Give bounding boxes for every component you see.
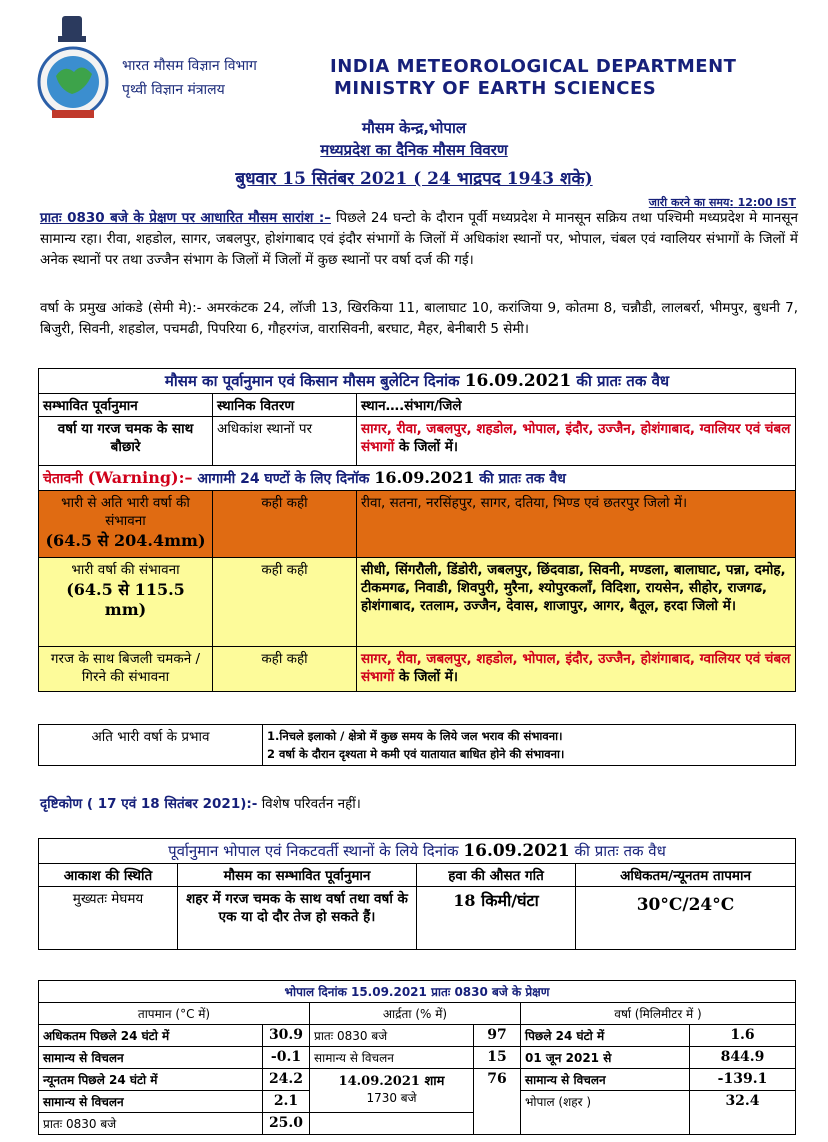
warning-row-3-places-red: सागर, रीवा, जबलपुर, शहडोल, भोपाल, इंदौर, उज्जैन, होशंगाबाद, ग्वालियर एवं चंबल संभागों [361, 651, 791, 685]
warning-row-3-dist: कही कही [213, 647, 357, 692]
obs-empty-cell [310, 1113, 474, 1135]
obs-h-rain: वर्षा (मिलिमीटर में ) [521, 1003, 796, 1025]
obs-h1-value: 15 [474, 1047, 521, 1069]
warning-row-2-type [39, 558, 213, 647]
hindi-org-block [122, 54, 257, 102]
weather-summary [40, 208, 798, 271]
impact-line-2: 2 वर्षा के दौरान दृश्यता मे कमी एवं यातायात बाधित होने की संभावना। [267, 747, 565, 761]
obs-t2-label: न्यूनतम पिछले 24 घंटो में [39, 1069, 263, 1091]
obs-r1-label: 01 जून 2021 से [521, 1047, 690, 1069]
col-forecast: सम्भावित पूर्वानुमान [39, 394, 213, 417]
obs-h0-value: 97 [474, 1025, 521, 1047]
warning-row-3-type: गरज के साथ बिजली चमकने / गिरने की संभावना [39, 647, 213, 692]
forecast-places-end: के जिलों में। [398, 439, 459, 455]
warning-date: 16.09.2021 [374, 468, 475, 487]
warning-row-2-dist: कही कही [213, 558, 357, 647]
impact-line-1: 1.निचले इलाको / क्षेत्रो में कुछ समय के लिये जल भराव की संभावना। [267, 729, 563, 743]
summary-heading: प्रातः 0830 बजे के प्रेक्षण पर आधारित मौसम सारांश :– [40, 210, 331, 226]
bhopal-fc-sky: मुख्यतः मेघमय [39, 887, 178, 950]
report-title: मध्यप्रदेश का दैनिक मौसम विवरण [320, 141, 508, 159]
warning-label-en: (Warning):– [87, 468, 193, 487]
obs-h-hum: आर्द्रता (% में) [310, 1003, 521, 1025]
bhopal-fc-wind: 18 किमी/घंटा [417, 887, 576, 950]
warning-row-1-type-text: भारी से अति भारी वर्षा की संभावना [61, 495, 190, 529]
warning-title [39, 466, 796, 491]
warning-text-post: की प्रातः तक वैध [479, 471, 566, 487]
warning-row-1-range: (64.5 से 204.4mm) [45, 531, 206, 550]
bhopal-forecast-table [38, 838, 796, 950]
obs-t4-label: प्रातः 0830 बजे [39, 1113, 263, 1135]
eng-ministry-name: MINISTRY OF EARTH SCIENCES [334, 78, 657, 99]
outlook [40, 794, 361, 812]
obs-t3-value: 2.1 [263, 1091, 310, 1113]
impact-table [38, 724, 796, 766]
obs-r2-value: -139.1 [690, 1069, 796, 1091]
centre-name: मौसम केन्द्र,भोपाल [361, 119, 466, 137]
forecast-table [38, 368, 796, 692]
bhopal-fc-h-wind: हवा की औसत गति [417, 864, 576, 887]
obs-t1-label: सामान्य से विचलन [39, 1047, 263, 1069]
bhopal-fc-h-weather: मौसम का सम्भावित पूर्वानुमान [178, 864, 417, 887]
obs-h1-label: सामान्य से विचलन [310, 1047, 474, 1069]
obs-r2-label: सामान्य से विचलन [521, 1069, 690, 1091]
bhopal-fc-h-temp: अधिकतम/न्यूनतम तापमान [576, 864, 796, 887]
summary-text: पिछले 24 घन्टो के दौरान पूर्वी मध्यप्रदेश मे मानसून सक्रिय तथा पश्चिमी मध्यप्रदेश मे मानसून सामान्य रहा। रीवा, शहडोल, सागर, जबलपुर, होशंगाबाद एवं इंदौर संभागों के जिलों में अधिकांश स्थानों पर, भोपाल, चंबल एवं ग्वालियर संभागों के जिलों में अनेक स्थानों पर तथा उज्जैन संभाग के जिलों में जिलों में कुछ स्थानों पर वर्षा दर्ज की गई। [40, 210, 798, 268]
forecast-title-post: की प्रातः तक वैध [576, 372, 670, 390]
forecast-dist: अधिकांश स्थानों पर [213, 417, 357, 466]
bhopal-fc-weather: शहर में गरज चमक के साथ वर्षा तथा वर्षा के एक या दो दौर तेज हो सकते हैं। [178, 887, 417, 950]
obs-r0-label: पिछले 24 घंटो में [521, 1025, 690, 1047]
forecast-places [357, 417, 796, 466]
obs-t0-label: अधिकतम पिछले 24 घंटो में [39, 1025, 263, 1047]
bhopal-fc-title-pre: पूर्वानुमान भोपाल एवं निकटवर्ती स्थानों के लिये दिनांक [168, 842, 459, 860]
warning-row-1-dist: कही कही [213, 491, 357, 558]
warning-row-3-places-end: के जिलों में। [398, 669, 459, 685]
bhopal-fc-h-sky: आकाश की स्थिति [39, 864, 178, 887]
forecast-title-date: 16.09.2021 [464, 371, 572, 391]
obs-h-temp: तापमान (°C में) [39, 1003, 310, 1025]
obs-r1-value: 844.9 [690, 1047, 796, 1069]
obs-table [38, 980, 796, 1135]
rainfall-figures: वर्षा के प्रमुख आंकडे (सेमी मे):- अमरकंटक 24, लॉजी 13, खिरकिया 11, बालाघाट 10, करांजिया 9, कोतमा 8, चन्नौडी, लालबर्रा, भीमपुर, बुधनी 7, बिजुरी, सिवनी, शहडोल, पचमढी, पिपरिया 6, गौहरगंज, वारासिवनी, बरघाट, मैहर, बेनीबारी 5 सेमी। [40, 300, 798, 337]
forecast-type: वर्षा या गरज चमक के साथ बौछारे [39, 417, 213, 466]
obs-h2-label-1: 14.09.2021 शाम [338, 1074, 445, 1089]
obs-t3-label: सामान्य से विचलन [39, 1091, 263, 1113]
impact-label: अति भारी वर्षा के प्रभाव [39, 725, 263, 766]
warning-row-1-type [39, 491, 213, 558]
warning-row-2-places: सीधी, सिंगरौली, डिंडोरी, जबलपुर, छिंदवाडा, सिवनी, मण्डला, बालाघाट, पन्ना, दमोह, टीकमगढ, निवाडी, शिवपुरी, मुरैना, श्योपुरकलॉं, विदिशा, रायसेन, सीहोर, राजगढ, होशंगाबाद, रतलाम, उज्जैन, देवास, शाजापुर, आगर, बैतूल, हरदा जिलो में। [357, 558, 796, 647]
obs-h2-label [310, 1069, 474, 1113]
obs-h2-value: 76 [474, 1069, 521, 1135]
obs-t0-value: 30.9 [263, 1025, 310, 1047]
obs-t2-value: 24.2 [263, 1069, 310, 1091]
warning-row-3-places [357, 647, 796, 692]
bhopal-fc-title [39, 839, 796, 864]
obs-t1-value: -0.1 [263, 1047, 310, 1069]
forecast-title-pre: मौसम का पूर्वानुमान एवं किसान मौसम बुलेटिन दिनांक [164, 372, 460, 390]
bhopal-fc-title-post: की प्रातः तक वैध [574, 842, 666, 860]
obs-title: भोपाल दिनांक 15.09.2021 प्रातः 0830 बजे के प्रेक्षण [39, 981, 796, 1003]
warning-text-pre: आगामी 24 घण्टों के लिए दिनॉक [197, 471, 370, 487]
col-places: स्थान….संभाग/जिले [357, 394, 796, 417]
obs-r3-label: भोपाल (शहर ) [521, 1091, 690, 1135]
warning-row-1-places: रीवा, सतना, नरसिंहपुर, सागर, दतिया, भिण्ड एवं छतरपुर जिलो में। [357, 491, 796, 558]
obs-h0-label: प्रातः 0830 बजे [310, 1025, 474, 1047]
hindi-dept-name: भारत मौसम विज्ञान विभाग [122, 58, 257, 74]
warning-row-2-range: (64.5 से 115.5 mm) [66, 580, 185, 619]
hindi-ministry-name: पृथ्वी विज्ञान मंत्रालय [122, 82, 225, 98]
eng-dept-name: INDIA METEOROLOGICAL DEPARTMENT [330, 56, 737, 77]
warning-row-2-type-text: भारी वर्षा की संभावना [71, 562, 180, 578]
forecast-title [39, 369, 796, 394]
outlook-label: दृष्टिकोण ( 17 एवं 18 सितंबर 2021):- [40, 796, 258, 812]
bhopal-fc-title-date: 16.09.2021 [463, 841, 570, 861]
outlook-text: विशेष परिवर्तन नहीं। [261, 796, 361, 812]
col-distribution: स्थानिक वितरण [213, 394, 357, 417]
obs-t4-value: 25.0 [263, 1113, 310, 1135]
forecast-places-red: सागर, रीवा, जबलपुर, शहडोल, भोपाल, इंदौर, उज्जैन, होशंगाबाद, ग्वालियर एवं चंबल संभागों [361, 421, 791, 455]
date-line: बुधवार 15 सितंबर 2021 ( 24 भाद्रपद 1943 शके) [235, 169, 593, 189]
obs-r0-value: 1.6 [690, 1025, 796, 1047]
obs-r3-value: 32.4 [690, 1091, 796, 1135]
impact-lines [263, 725, 796, 766]
eng-org-block [330, 56, 736, 100]
bhopal-fc-temp: 30°C/24°C [576, 887, 796, 950]
issued-value: 12:00 IST [737, 196, 796, 209]
ashoka-emblem-icon [34, 14, 112, 122]
issued-label: जारी करने का समय: [648, 196, 734, 209]
obs-h2-label-2: 1730 बजे [366, 1091, 417, 1105]
warning-label: चेतावनी [43, 471, 83, 487]
